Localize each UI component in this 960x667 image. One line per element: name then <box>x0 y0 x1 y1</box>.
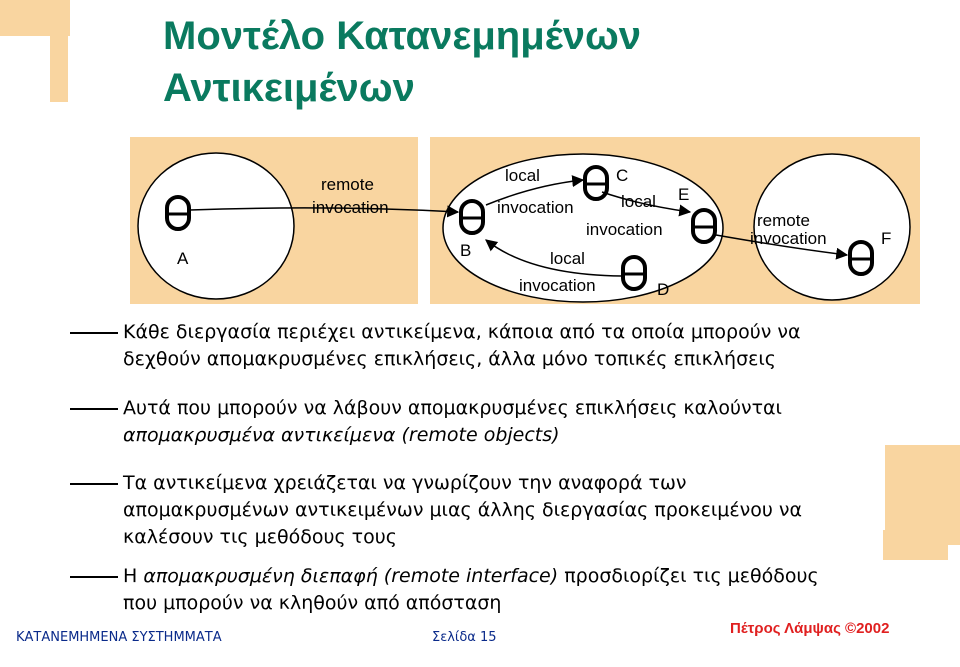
object-e-label: E <box>678 185 690 204</box>
bullet-1-line-2: δεχθούν απομακρυσμένες επικλήσεις, άλλα μόνο τοπικές επικλήσεις <box>123 348 776 370</box>
label-remote-2a: remote <box>757 211 810 230</box>
bullet-4-italic: απομακρυσμένη διεπαφή (remote interface) <box>143 565 559 587</box>
bullet-4-prefix: Η <box>123 565 144 587</box>
bullet-2-line-2: απομακρυσμένα αντικείμενα (remote objects) <box>123 424 560 446</box>
label-remote-1a: remote <box>321 175 374 194</box>
object-f-icon <box>849 242 873 274</box>
footer-author: Πέτρος Λάμψας ©2002 <box>730 620 890 637</box>
bullet-2-line-1: Αυτά που μπορούν να λάβουν απομακρυσμένες επικλήσεις καλούνται <box>123 397 782 419</box>
bullet-dash <box>70 408 118 410</box>
label-local-2b: invocation <box>586 220 663 239</box>
object-e-icon <box>692 210 716 242</box>
bullet-4-line-1 <box>123 564 943 589</box>
bullet-dash <box>70 576 118 578</box>
label-local-3b: invocation <box>519 276 596 295</box>
label-local-3a: local <box>550 249 585 268</box>
label-local-2a: local <box>621 192 656 211</box>
object-f-label: F <box>881 229 892 248</box>
object-b-label: B <box>460 241 472 260</box>
object-a-label: A <box>177 249 189 268</box>
process-ellipse-1 <box>138 153 294 299</box>
object-d-label: D <box>657 280 670 299</box>
footer-page-number: Σελίδα 15 <box>432 630 497 645</box>
object-d-icon <box>622 257 646 289</box>
bullet-4-suffix: προσδιορίζει τις μεθόδους <box>558 565 819 587</box>
object-a-icon <box>166 197 190 229</box>
object-c-icon <box>584 167 608 199</box>
object-b-icon <box>460 201 484 233</box>
slide-title-line-2: Αντικειμένων <box>163 66 415 110</box>
bullet-dash <box>70 483 118 485</box>
object-c-label: C <box>616 166 629 185</box>
label-remote-1b: invocation <box>312 198 389 217</box>
label-local-1b: invocation <box>497 198 574 217</box>
bullet-4-line-2: που μπορούν να κληθούν από απόσταση <box>123 592 502 614</box>
label-local-1a: local <box>505 166 540 185</box>
bullet-3-line-2: απομακρυσμένων αντικειμένων μιας άλλης διεργασίας προκειμένου να <box>123 499 803 521</box>
bullet-3-line-1: Τα αντικείμενα χρειάζεται να γνωρίζουν την αναφορά των <box>123 472 687 494</box>
bullet-dash <box>70 332 118 334</box>
label-remote-2b: invocation <box>750 229 827 248</box>
bullet-3-line-3: καλέσουν τις μεθόδους τους <box>123 526 397 548</box>
slide-title-line-1: Μοντέλο Κατανεμημένων <box>163 14 642 58</box>
footer-course-title: ΚΑΤΑΝΕΜΗΜΕΝΑ ΣΥΣΤΗΜΜΑΤΑ <box>16 630 222 645</box>
bullet-1-line-1: Κάθε διεργασία περιέχει αντικείμενα, κάποια από τα οποία μπορούν να <box>123 321 801 343</box>
distributed-objects-diagram <box>0 0 960 320</box>
